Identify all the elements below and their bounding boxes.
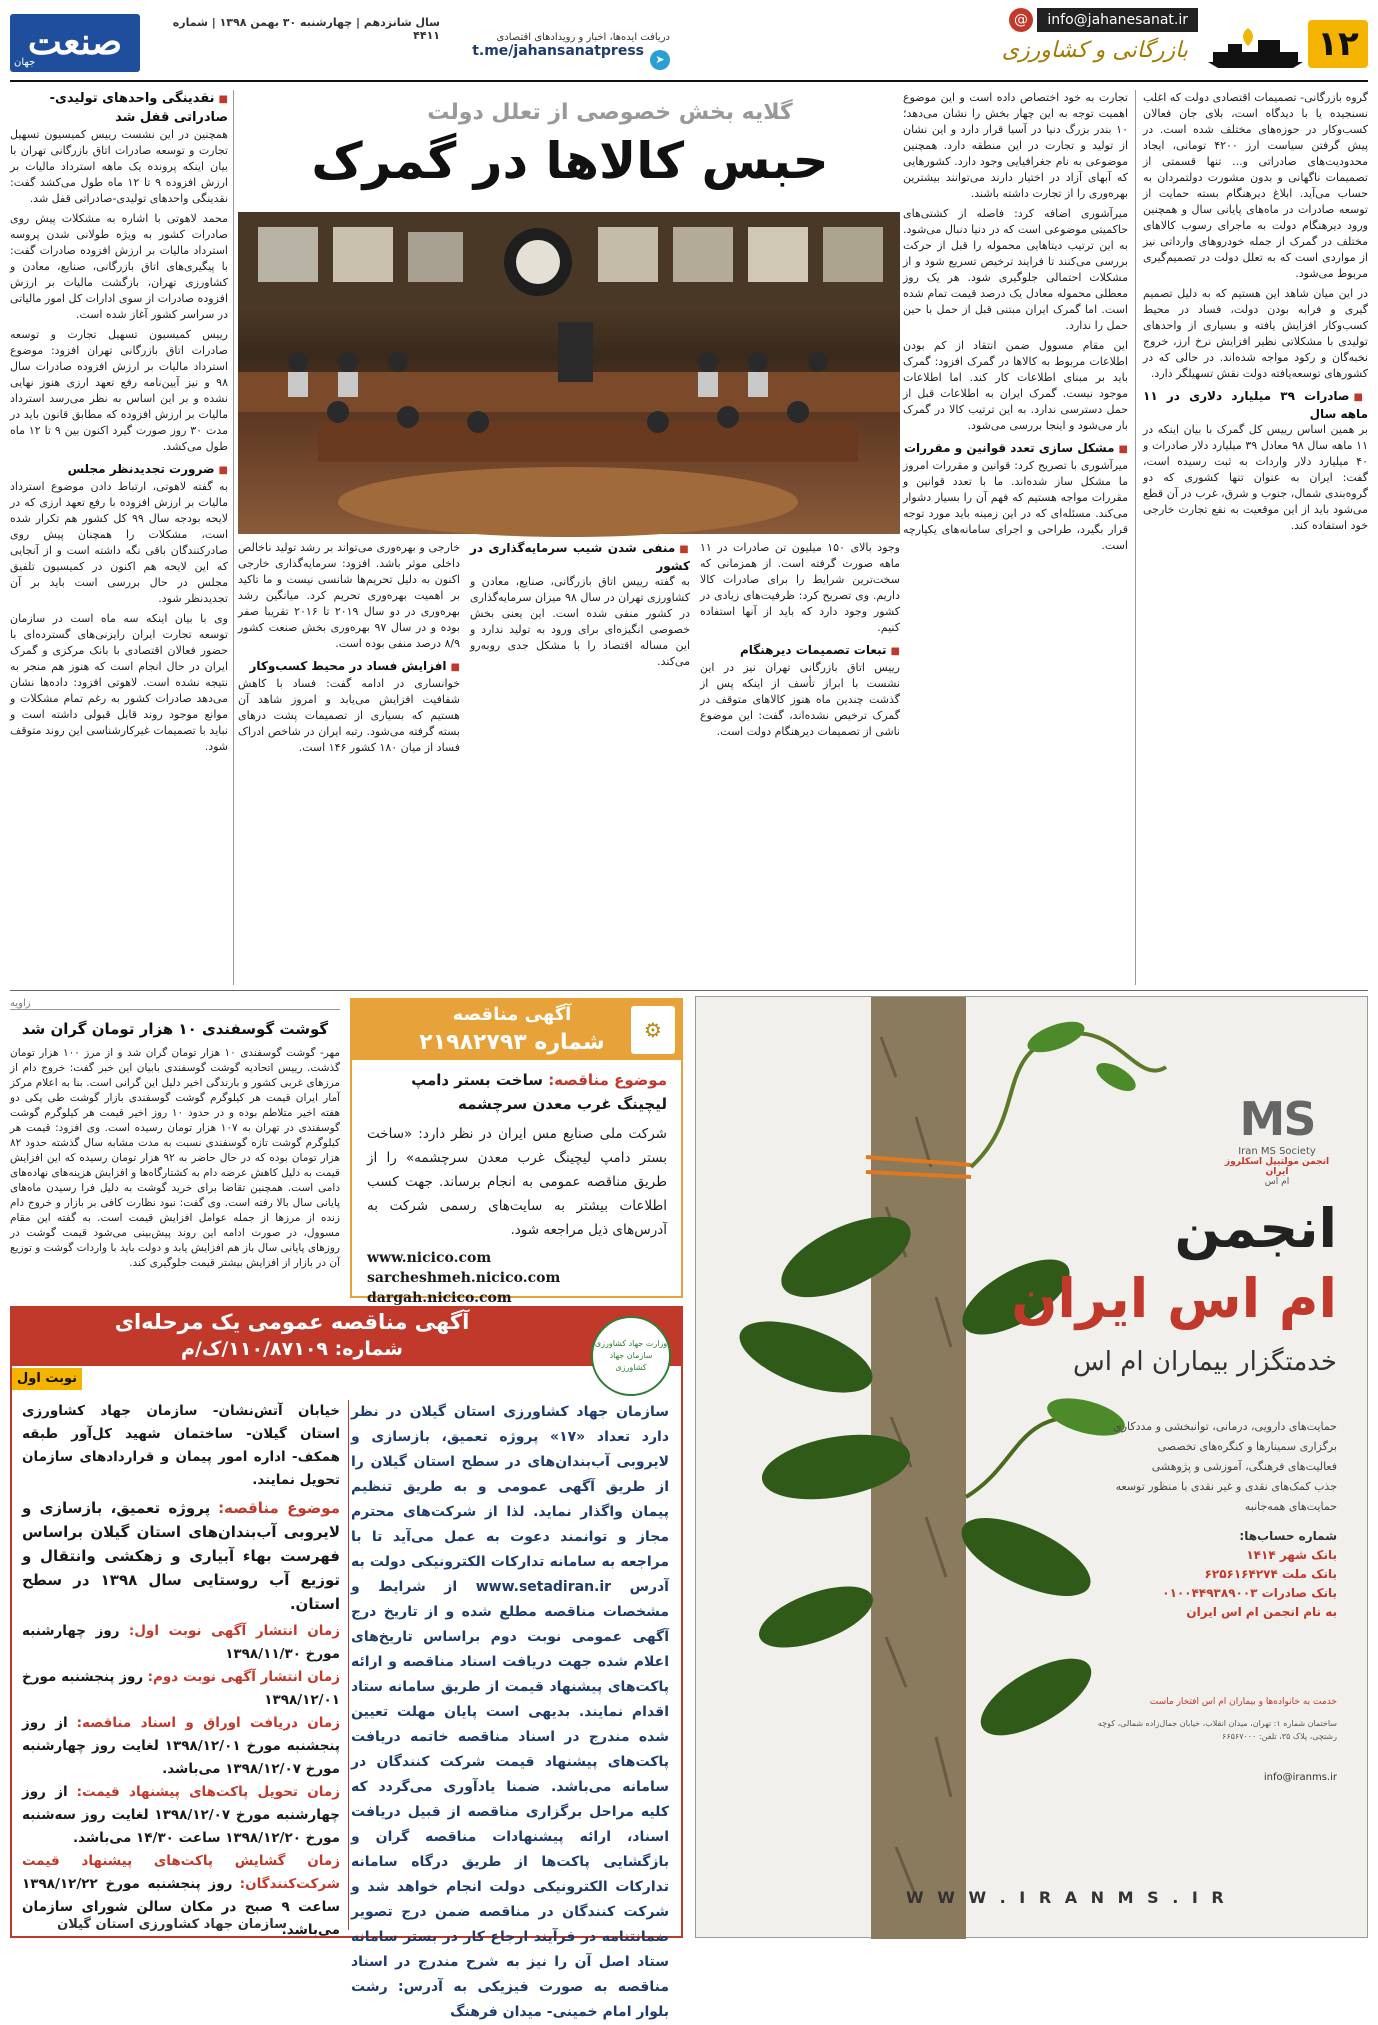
ms-account-3: بانک صادرات ۰۱۰۰۴۴۹۳۸۹۰۰۳ [1162,1586,1337,1600]
jahad-logo-caption: وزارت جهاد کشاورزی سازمان جهاد کشاورزی [594,1339,668,1372]
side-story-body [10,127,228,987]
date-bids [22,1781,340,1850]
lead-col2c: این مقام مسوول ضمن انتقاد از کم بودن اطلاعات مربوط به کالاها در گمرک افزود: گمرک باید بر مبنای اطلاعات کار کند. اما اطلاعات موجود نیست. گمرک ایران به اطلاعات قبل از حمل دسترسی ندارد. به این ترتیب کالا در گمرک بار می‌شود و اینجا بررسی می‌شود. [903,339,1128,432]
story-col-3 [700,540,900,985]
ms-service-item: برگزاری سمینارها و کنگره‌های تخصصی [1157,1440,1337,1453]
ms-accounts [1097,1527,1337,1622]
ms-headline-2: ام اس ایران [1011,1267,1337,1330]
story-col-1 [1143,90,1368,985]
side-text5: وی با بیان اینکه سه ماه است در سازمان توسعه تجارت ایران رایزنی‌های گسترده‌ای با حضور فعالان اقتصادی با بانک مرکزی و گمرک ایران در حال انجام است که هنوز هم منجر به نتیجه نشده است. لاهوتی افزود: داده‌ها نشان می‌دهد صادرات کشور به رغم تمام مشکلات و موانع موجود روند قابل قبولی داشته است و نباید با تصمیمات غیرکارشناسی این روند متوقف شود. [10,612,228,753]
telegram-handle[interactable]: t.me/jahansanatpress [472,43,644,59]
side-story [10,90,228,985]
ms-accounts-label: شماره حساب‌ها: [1239,1529,1337,1543]
date-label: زمان انتشار آگهی نوبت دوم: [147,1669,340,1685]
side-story-title: ■ نقدینگی واحدهای تولیدی- صادراتی قفل شد [10,90,228,127]
ms-account-owner: به نام انجمن ام اس ایران [1186,1605,1337,1619]
conference-photo [238,212,900,534]
ms-note: خدمت به خانواده‌ها و بیماران ام اس افتخار ماست [1149,1697,1337,1707]
tender-copper [350,998,683,1306]
tender-gilan-footer: سازمان جهاد کشاورزی استان گیلان [57,1917,287,1932]
story-col-5 [238,540,460,985]
subhead-exports: ■ صادرات ۳۹ میلیارد دلاری در ۱۱ ماهه سال [1143,388,1368,422]
subject-text: ساخت بستر دامپ لیچینگ غرب معدن سرچشمه [411,1071,667,1113]
subhead-regulations: ■ مشکل سازی تعدد قوانین و مقررات [903,440,1128,458]
link-sarcheshmeh[interactable]: sarcheshmeh.nicico.com [367,1270,561,1286]
tender-copper-title: آگهی مناقصه [452,1004,572,1025]
date-value: روز پنجشنبه مورخ ۱۳۹۸/۱۲/۰۱ [22,1669,340,1708]
side-text1: همچنین در این نشست رییس کمیسیون تسهیل تجارت و توسعه صادرات اتاق بازرگانی تهران با بیان اینکه پرونده یک ماهه استرداد مالیات بر ارزش افزوده ۹ تا ۱۲ ماه طول می‌کشد گفت: نقدینگی واحدهای تولیدی-صادراتی قفل شد. [10,128,228,205]
ms-logo-letters: MS [1239,1092,1315,1146]
issue-line: سال شانزدهم | چهارشنبه ۳۰ بهمن ۱۳۹۸ | شماره ۴۴۱۱ [172,16,440,42]
date-label: زمان انتشار آگهی نوبت اول: [128,1623,340,1639]
col-divider [1135,90,1136,985]
newspaper-logo [10,14,140,72]
tender-gilan-subject-label: موضوع مناقصه: [218,1499,340,1517]
email-box[interactable] [1037,8,1198,32]
tender-copper-links [367,1248,667,1308]
date-label: زمان تحویل پاکت‌های پیشنهاد قیمت: [76,1784,340,1800]
tender-gilan-body: سازمان جهاد کشاورزی استان گیلان در نظر دارد تعداد «۱۷» پروژه تعمیق، بازسازی و لایروبی آب‌بندان‌های در سطح استان گیلان را از طریق آگهی عمومی و به طریق تنظیم پیمان واگذار نماید. لذا از شرکت‌های محترم مجاز و توانمند دعوت به عمل می‌آید تا با مراجعه به سامانه تدارکات الکترونیکی دولت به آدرس www.setadiran.ir از شرایط و مشخصات مناقصه مطلع شده و از تاریخ درج آگهی عمومی نوبت دوم براساس تاریخ‌های اعلام شده جهت دریافت اسناد مناقصه و ارائه پاکت‌های پیشنهاد قیمت از طریق سامانه ستاد اقدام نمایند. بدیهی است پایان مهلت تعیین شده مندرج در اسناد مناقصه خاتمه دریافت پاکت‌های پیشنهاد قیمت شرکت کنندگان در سامانه می‌باشد. ضمنا یادآوری می‌گردد که کلیه مراحل برگزاری مناقصه از قبیل دریافت اسناد، ارائه پیشنهادات مناقصه گران و بازگشایی پاکت‌ها از طریق درگاه سامانه تدارکات الکترونیکی دولت انجام خواهد شد و شرکت کنندگان در مناقصه ضمن درج تصویر ضمانتنامه در فرآیند ارجاع کار در بستر سامانه ستاد اصل آن را نیز به شرح مندرج در اسناد مناقصه به صورت فیزیکی به آدرس: رشت بلوار امام خمینی- میدان فرهنگ [351,1404,669,2020]
brief-tag: زاویه [10,998,340,1010]
ms-tagline: خدمتگزار بیماران ام اس [1073,1347,1337,1377]
ms-society-en: Iran MS Society [1238,1146,1316,1157]
telegram-caption: دریافت ایده‌ها، اخبار و رویدادهای اقتصادی [496,32,670,43]
date-value: روز پنجشنبه مورخ ۱۳۹۸/۱۲/۲۲ ساعت ۹ صبح در مکان سالن شورای سازمان می‌باشد. [22,1876,340,1938]
side-text3: رییس کمیسیون تسهیل تجارت و توسعه صادرات اتاق بازرگانی تهران افزود: موضوع استرداد مالیات بر ارزش افزوده صادرات سال ۹۸ و نیز آیین‌نامه رفع تعهد ارزی هنوز نهایی نشده و بر این اساس به نظر می‌رسد استرداد مالیات بر ارزش افزوده که مطابق قانون باید در مدت ۳۰ روز صورت گیرد اکنون بین ۹ تا ۱۲ ماه طول می‌کشد. [10,328,228,453]
lead-col2: تجارت به خود اختصاص داده است و این موضوع اهمیت توجه به این چهار بخش را نشان می‌دهد؛ ۱۰ بندر بزرگ دنیا در آسیا قرار دارد و این نشان از تولید و تجارت در این منطقه دارد. همچنین موضوعی به نام جغرافیایی وجود دارد. کشورهایی که آبهای آزاد در اختیار دارند می‌توانند بیشترین بهره‌وری را از تجارت داشته باشند. [903,91,1128,200]
story-col-2 [903,90,1128,985]
section-title: بازرگانی و کشاورزی [1001,38,1188,63]
logo-small: جهان [14,57,36,68]
telegram-block[interactable] [440,32,670,74]
sub4-text: به گفته رییس اتاق بازرگانی، صنایع، معادن و کشاورزی تهران در سال ۹۸ میزان سرمایه‌گذاری در کشور منفی شده است. این یعنی بخش خصوصی انگیزه‌ای برای ورود به تولید ندارد و این مساله اقتصاد را با مشکل جدی روبه‌رو می‌کند. [470,575,690,668]
tender-gilan-intro: خیابان آتش‌نشان- سازمان جهاد کشاورزی استان گیلان- ساختمان شهید کل‌آور طبقه همکف- اداره امور پیمان و قراردادهای سازمان تحویل نمایند. [22,1403,340,1488]
date-first-notice [22,1620,340,1666]
date-label: زمان گشایش پاکت‌های پیشنهاد قیمت شرکت‌کنندگان: [22,1853,340,1892]
ms-headline-1: انجمن [1174,1197,1337,1260]
sub5-text: خوانساری در ادامه گفت: فساد با کاهش شفافیت افزایش می‌یابد و امروز شاهد آن هستیم که بسیاری از تصمیمات پشت درهای بسته گرفته می‌شود. رتبه ایران در شاخص ادراک فساد از میان ۱۸۰ کشور ۱۴۶ است. [238,677,460,754]
tender-copper-number: شماره ۲۱۹۸۲۷۹۳ [419,1030,605,1055]
ms-website[interactable]: W W W . I R A N M S . I R [906,1888,1228,1907]
telegram-icon: ➤ [650,50,670,70]
col4-text: خارجی و بهره‌وری می‌تواند بر رشد تولید ناخالص داخلی موثر باشد. افزود: سرمایه‌گذاری خارجی اکنون به دلیل تحریم‌ها شانسی نیست و ما تاکید بر اهمیت بهره‌وری تحریم کرد. میانگین رشد بهره‌وری در دو سال ۲۰۱۹ تا ۲۰۱۶ تقریبا صفر بوده و در سال ۹۷ بهره‌وری بخش صنعت کشور ۸/۹ درصد منفی بوده است. [238,541,461,650]
date-value: روز چهارشنبه مورخ ۱۳۹۸/۱۱/۳۰ [22,1623,340,1662]
brief-meat [10,998,340,1298]
sub2-text: میرآشوری با تصریح کرد: قوانین و مقررات امروز ما مشکل ساز شده‌اند. ما با تعدد قوانین و مقررات مواجه هستیم که فهم آن را بسیار دشوار می‌کند. مسئله‌ای که در این زمینه باید مورد توجه قرار بگیرد، طراحی و اجرای سامانه‌های یکپارچه است. [903,459,1128,552]
tender-copper-subject [367,1068,667,1116]
tender-gilan-subject-text: پروژه تعمیق، بازسازی و لایروبی آب‌بندان‌های استان گیلان براساس فهرست بهاء آبیاری و زهکشی وانتقال و توزیع آب روستایی سال ۱۳۹۸ در سطح استان. [22,1499,341,1613]
subhead-investment: ■ منفی شدن شیب سرمایه‌گذاری در کشور [470,540,690,574]
ms-service-item: جذب کمک‌های نقدی و غیر نقدی با منظور توسعه حمایت‌های همه‌جانبه [1115,1480,1337,1513]
lead-col2b: میرآشوری اضافه کرد: فاصله از کشتی‌های حاکمیتی موضوعی است که در دنیا دنبال می‌شود. به این ترتیب دیتاهایی محموله را قبل از حرکت بررسی می‌کنند تا فرایند ترخیص تسریع شود و از مشکلات احتمالی جلوگیری شود. هر یک روز معطلی محموله معادل یک درصد قیمت تمام شده است. اما گمرک ایران مبتنی قبل از حمل با حین حمل را ندارد. [903,207,1128,332]
col3-text: وجود بالای ۱۵۰ میلیون تن صادرات در ۱۱ ماهه صورت گرفته است. از همزمانی که سخت‌ترین شرایط را برای صادرات کالا داریم. وی تصریح کرد: ظرفیت‌های زیادی در کشور وجود دارد که باید از آنها استفاده کنیم. [700,541,900,634]
side-text2: محمد لاهوتی با اشاره به مشکلات پیش روی صادرات کشور به ویژه طولانی شدن پروسه استرداد مالیات بر ارزش افزوده صادرات گفت: با پیگیری‌های اتاق بازرگانی، صنایع، معادن و کشاورزی تهران، بازگشت مالیات بر ارزش افزوده صادرات از سوی ادارات کل امور مالیاتی در سراسر کشور آغاز شده است. [10,212,228,321]
date-documents [22,1712,340,1781]
tender-copper-header [352,1000,681,1060]
copper-company-logo: ⚙ [631,1006,675,1054]
ms-account-1: بانک شهر ۱۴۱۴ [1246,1548,1337,1562]
tender-gilan-title: آگهی مناقصه عمومی یک مرحله‌ای [114,1310,470,1334]
date-value: از روز پنجشنبه مورخ ۱۳۹۸/۱۲/۰۱ لغایت روز چهارشنبه مورخ ۱۳۹۸/۱۲/۰۷ می‌باشد. [22,1715,341,1777]
header-rule [10,80,1368,82]
tender-copper-body [367,1068,667,1308]
email-text[interactable]: info@jahanesanat.ir [1047,12,1188,28]
middle-rule [10,990,1368,991]
brief-title: گوشت گوسفندی ۱۰ هزار تومان گران شد [21,1020,329,1038]
ms-address: ساختمان شماره ۱: تهران، میدان انقلاب، خیابان جمال‌زاده شمالی، کوچه رشتچی، پلاک ۳۵، تلفن: ۶۶۵۶۷۰۰۰ [1097,1719,1337,1741]
date-value: از روز چهارشنبه مورخ ۱۳۹۸/۱۲/۰۷ لغایت روز سه‌شنبه مورخ ۱۳۹۸/۱۲/۲۰ ساعت ۱۴/۳۰ می‌باشد. [22,1784,340,1846]
ms-email[interactable]: info@iranms.ir [1263,1772,1337,1783]
side-text4: به گفته لاهوتی، ارتباط دادن موضوع استرداد مالیات بر ارزش افزوده با رفع تعهد ارزی که در لایحه بودجه سال ۹۹ کل کشور هم تکرار شده است، مشکلات را همچنان پیش روی صادرکنندگان باقی نگه داشته است و از آنجایی که این لایحه هم اکنون در کمیسیون تلفیق مجلس در حال بررسی است باید بر آن تجدیدنظر شود. [10,480,228,605]
subject-label: موضوع مناقصه: [548,1071,667,1089]
lead-col1: گروه بازرگانی- تصمیمات اقتصادی دولت که اغلب نسنجیده یا با دیدگاه است، بلای جان فعالان کسب‌وکار در حوزه‌های مختلف شده است. در پیش گرفتن سیاست ارز ۴۲۰۰ تومانی، ایجاد محدودیت‌های صادراتی و... تنها قسمتی از تصمیمات ناگهانی و بدون مشورت دولتمردان به حساب می‌آید. ابلاغ دیرهنگام بسته حمایت از توسعه صادرات در ماه‌های پایانی سال و همچنین ورود دیرهنگام دولت به ماجرای رسوب کالاهای مختلف در گمرک از جمله خودروهای وارداتی نیز از مواردی است که به تعلل دولت در تصمیم‌گیری مربوط می‌شود. [1143,91,1369,280]
ms-service-item: حمایت‌های دارویی، درمانی، توانبخشی و مددکاری [1113,1420,1337,1433]
tender-gilan-number: شماره: ۱۱۰/۸۷۱۰۹/ک/م [181,1338,403,1360]
date-label: زمان دریافت اوراق و اسناد مناقصه: [76,1715,340,1731]
logo-text: صنعت [27,21,123,63]
ms-services-list [1077,1417,1337,1517]
side-divider [233,90,234,985]
story-title: حبس کالاها در گمرک [311,132,829,190]
tender-gilan [10,1306,683,2020]
date-second-notice [22,1666,340,1712]
link-nicico[interactable]: www.nicico.com [367,1250,492,1266]
sub3-text: رییس اتاق بازرگانی تهران نیز در این نشست با ابراز تأسف از اینکه پس از گذشت چندین ماه هنوز کالاهای متوقف در گمرک ترخیص نشده‌اند، گفت: این موضوع ناشی از تصمیمات دیرهنگام دولت است. [700,661,900,738]
ms-account-2: بانک ملت ۶۲۵۶۱۶۴۲۷۴ [1204,1567,1337,1581]
story-col-4 [470,540,690,985]
story-kicker: گلایه بخش خصوصی از تعلل دولت [427,100,793,125]
tender-gilan-badge: نوبت اول [12,1368,82,1390]
ms-society-fa: انجمن مولتیپل اسکلروز ایران [1224,1157,1330,1177]
ms-society-ad [695,996,1368,1938]
tender-copper-text: شرکت ملی صنایع مس ایران در نظر دارد: «ساخت بستر دامپ لیچینگ غرب معدن سرچشمه» را از طریق مناقصه عمومی به انجام برساند. جهت کسب اطلاعات بیشتر به سایت‌های رسمی شرکت به آدرس‌های ذیل مراجعه شود. [367,1126,667,1238]
subhead-late-decisions: ■ تبعات تصمیمات دیرهنگام [700,642,900,660]
subhead-corruption: ■ افزایش فساد در محیط کسب‌وکار [238,658,460,676]
tender-gilan-left [22,1400,341,1938]
page-number: ۱۲ [1308,20,1368,68]
side-subhead: ■ ضرورت تجدیدنظر مجلس [10,461,228,479]
tender-gilan-divider [348,1400,349,1930]
sub1-text: بر همین اساس رییس کل گمرک با بیان اینکه در ۱۱ ماهه سال ۹۸ معادل ۳۹ میلیارد دلار صادرات و ۴۰ میلیارد دلار واردات به ثبت رسیده است، گفت: ایران به عنوان تنها کشوری که دو گروه‌بندی شمال، جنوب و شرق، غرب در آن قطع می‌شود باید از این موقعیت به نفع تجارت خارجی خود استفاده کند. [1143,423,1368,532]
tender-gilan-subject [22,1496,340,1616]
brief-body: مهر- گوشت گوسفندی ۱۰ هزار تومان گران شد و از مرز ۱۰۰ هزار تومان گذشت. رییس اتحادیه گوشت گوسفندی بابیان این خبر گفت: خروج دام از مرزهای غربی کشور و بارندگی اخیر دلیل این گرانی است. بنا به اعلام مرکز آمار ایران قیمت هر کیلوگرم گوشت گوسفندی بازار گوشت طی یکی دو هفته اخیر متلاطم بوده و در حدود ۱۰ روز اخیر قیمت هر کیلوگرم گوشت گوسفندی در تهران به ۱۰۷ هزار تومان رسیده است. وی افزود: قیمت هر کیلوگرم گوشت تازه گوسفندی نسبت به مدت مشابه سال گذشته حدود ۸۲ هزار تومان بوده که در حال حاضر به ۹۲ هزار تومان رسیده که این افزایش قیمت به دلیل کاهش عرضه دام به کشتارگاه‌ها و افزایش هزینه‌های نهاده‌های دامی است. همچنین تقاضا برای خرید گوشت به دلیل فرا رسیدن ماه‌های پایانی سال بالا رفته است. وی گفت: نبود نظارت کافی بر بازار و خروج دام زنده از مرزها از جمله عوامل افزایش قیمت است. به گفته این مقام مسوول، در صورت ادامه این روند پیش‌بینی می‌شود قیمت گوشت در روزهای پایانی سال باز هم افزایش یابد و دولت باید با واردات گوشت و توزیع آن در بازار از افزایش بیشتر قیمت جلوگیری کند. [10,1047,341,1269]
link-dargah[interactable]: dargah.nicico.com [367,1290,512,1306]
tender-gilan-right [351,1400,669,2020]
page-header [0,0,1378,80]
email-icon: @ [1009,8,1033,32]
jahad-logo [591,1316,671,1396]
ms-service-item: فعالیت‌های فرهنگی، آموزشی و پژوهشی [1151,1460,1337,1473]
lead-col1b: در این میان شاهد این هستیم که به دلیل تصمیم گیری و فرابه بودن دولت، فساد در محیط کسب‌وکار افزایش یافته و بسیاری از واحدهای تولیدی با مشکلاتی نظیر افزایش نرخ ارز، خروج نخبه‌گان و رکود مواجه شده‌اند. در حالی که در کشورهای توسعه‌یافته دولت نقش تسهیلگر دارد. [1143,287,1368,380]
ms-logo [1222,1092,1332,1187]
section-icon [1208,22,1303,68]
tender-gilan-header [12,1308,681,1366]
ms-society-sub: ام اس [1264,1177,1290,1187]
